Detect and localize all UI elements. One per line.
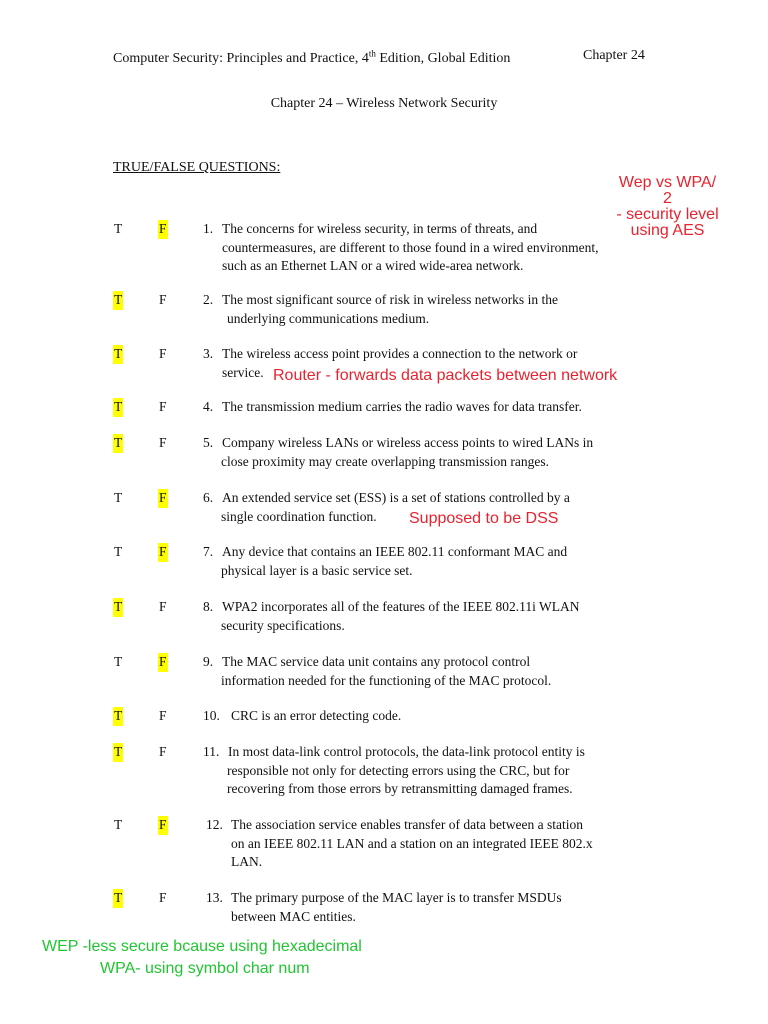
answer-false-option: F [159, 435, 167, 450]
header-chapter: Chapter 24 [583, 48, 645, 63]
question-text-line: LAN. [231, 854, 263, 869]
answer-true-option: T [114, 490, 123, 505]
answer-false-option: F [159, 399, 167, 414]
question-number: 10. [203, 708, 220, 723]
answer-true-option: T [113, 434, 123, 453]
header-book-title: Computer Security: Principles and Practice, 4th Edition, Global Edition [113, 48, 511, 66]
question-text-line: recovering from those errors by retransmitting damaged frames. [227, 781, 573, 796]
question-text-line: such as an Ethernet LAN or a wired wide-area network. [222, 258, 524, 273]
answer-false-option: F [159, 346, 167, 361]
answer-false-option: F [158, 543, 168, 562]
question-text-line: security specifications. [221, 617, 345, 633]
question-number: 5. [203, 435, 214, 450]
question-number: 12. [206, 817, 223, 832]
answer-false-option: F [158, 489, 168, 508]
question-text-line: The association service enables transfer of data between a station [231, 817, 583, 832]
question-text-line: The MAC service data unit contains any protocol control [222, 654, 531, 669]
question-text-line: underlying communications medium. [227, 310, 430, 326]
section-heading: TRUE/FALSE QUESTIONS: [113, 160, 281, 175]
question-number: 8. [203, 599, 214, 614]
question-number: 7. [203, 544, 214, 559]
question-text-line: close proximity may create overlapping transmission ranges. [221, 453, 550, 469]
answer-true-option: T [114, 654, 123, 669]
question-text-line: The primary purpose of the MAC layer is to transfer MSDUs [231, 890, 562, 905]
question-number: 6. [203, 490, 214, 505]
annotation-bottom: WEP -less secure bcause using hexadecimal WPA- using symbol char num [42, 938, 362, 977]
question-number: 2. [203, 292, 214, 307]
question-text-line: CRC is an error detecting code. [231, 708, 402, 723]
question-text-line: The wireless access point provides a connection to the network or [222, 346, 578, 361]
question-number: 11. [203, 744, 220, 759]
question-text-line: service. [222, 364, 264, 380]
question-text-line: responsible not only for detecting errors using the CRC, but for [227, 762, 570, 778]
question-text-line: information needed for the functioning of the MAC protocol. [221, 672, 552, 688]
question-text-line: The transmission medium carries the radio waves for data transfer. [222, 399, 582, 414]
answer-false-option: F [158, 653, 168, 672]
question-number: 3. [203, 346, 214, 361]
question-text-line: An extended service set (ESS) is a set of stations controlled by a [222, 490, 570, 505]
running-header [113, 48, 645, 67]
answer-false-option: F [158, 220, 168, 239]
question-text-line: In most data-link control protocols, the data-link protocol entity is [228, 744, 585, 759]
answer-false-option: F [159, 292, 167, 307]
question-number: 13. [206, 890, 223, 905]
question-number: 9. [203, 654, 214, 669]
answer-true-option: T [113, 291, 123, 310]
annotation-dss: Supposed to be DSS [409, 510, 559, 527]
answer-false-option: F [159, 599, 167, 614]
answer-false-option: F [159, 744, 167, 759]
question-number: 4. [203, 399, 214, 414]
annotation-router: Router - forwards data packets between network [273, 367, 618, 384]
answer-false-option: F [158, 816, 168, 835]
question-text-line: between MAC entities. [231, 908, 356, 924]
chapter-title: Chapter 24 – Wireless Network Security [270, 96, 498, 111]
answer-true-option: T [114, 817, 123, 832]
question-text-line: The concerns for wireless security, in terms of threats, and [222, 221, 538, 236]
question-text-line: Company wireless LANs or wireless access points to wired LANs in [222, 435, 594, 450]
annotation-wep-vs-wpa: Wep vs WPA/ 2 - security level using AES [616, 174, 719, 239]
answer-true-option: T [113, 598, 123, 617]
question-text-line: Any device that contains an IEEE 802.11 conformant MAC and [222, 544, 568, 559]
answer-false-option: F [159, 890, 167, 905]
question-text-line: WPA2 incorporates all of the features of the IEEE 802.11i WLAN [222, 599, 580, 614]
answer-true-option: T [113, 345, 123, 364]
question-text-line: single coordination function. [221, 508, 377, 524]
answer-true-option: T [113, 743, 123, 762]
question-text-line: countermeasures, are different to those found in a wired environment, [222, 239, 599, 255]
answer-true-option: T [114, 544, 123, 559]
question-text-line: on an IEEE 802.11 LAN and a station on an integrated IEEE 802.x [231, 835, 593, 851]
answer-true-option: T [114, 221, 123, 236]
question-number: 1. [203, 221, 214, 236]
answer-true-option: T [113, 889, 123, 908]
answer-true-option: T [113, 707, 123, 726]
question-text-line: The most significant source of risk in wireless networks in the [222, 292, 558, 307]
answer-false-option: F [159, 708, 167, 723]
answer-true-option: T [113, 398, 123, 417]
question-text-line: physical layer is a basic service set. [221, 562, 413, 578]
